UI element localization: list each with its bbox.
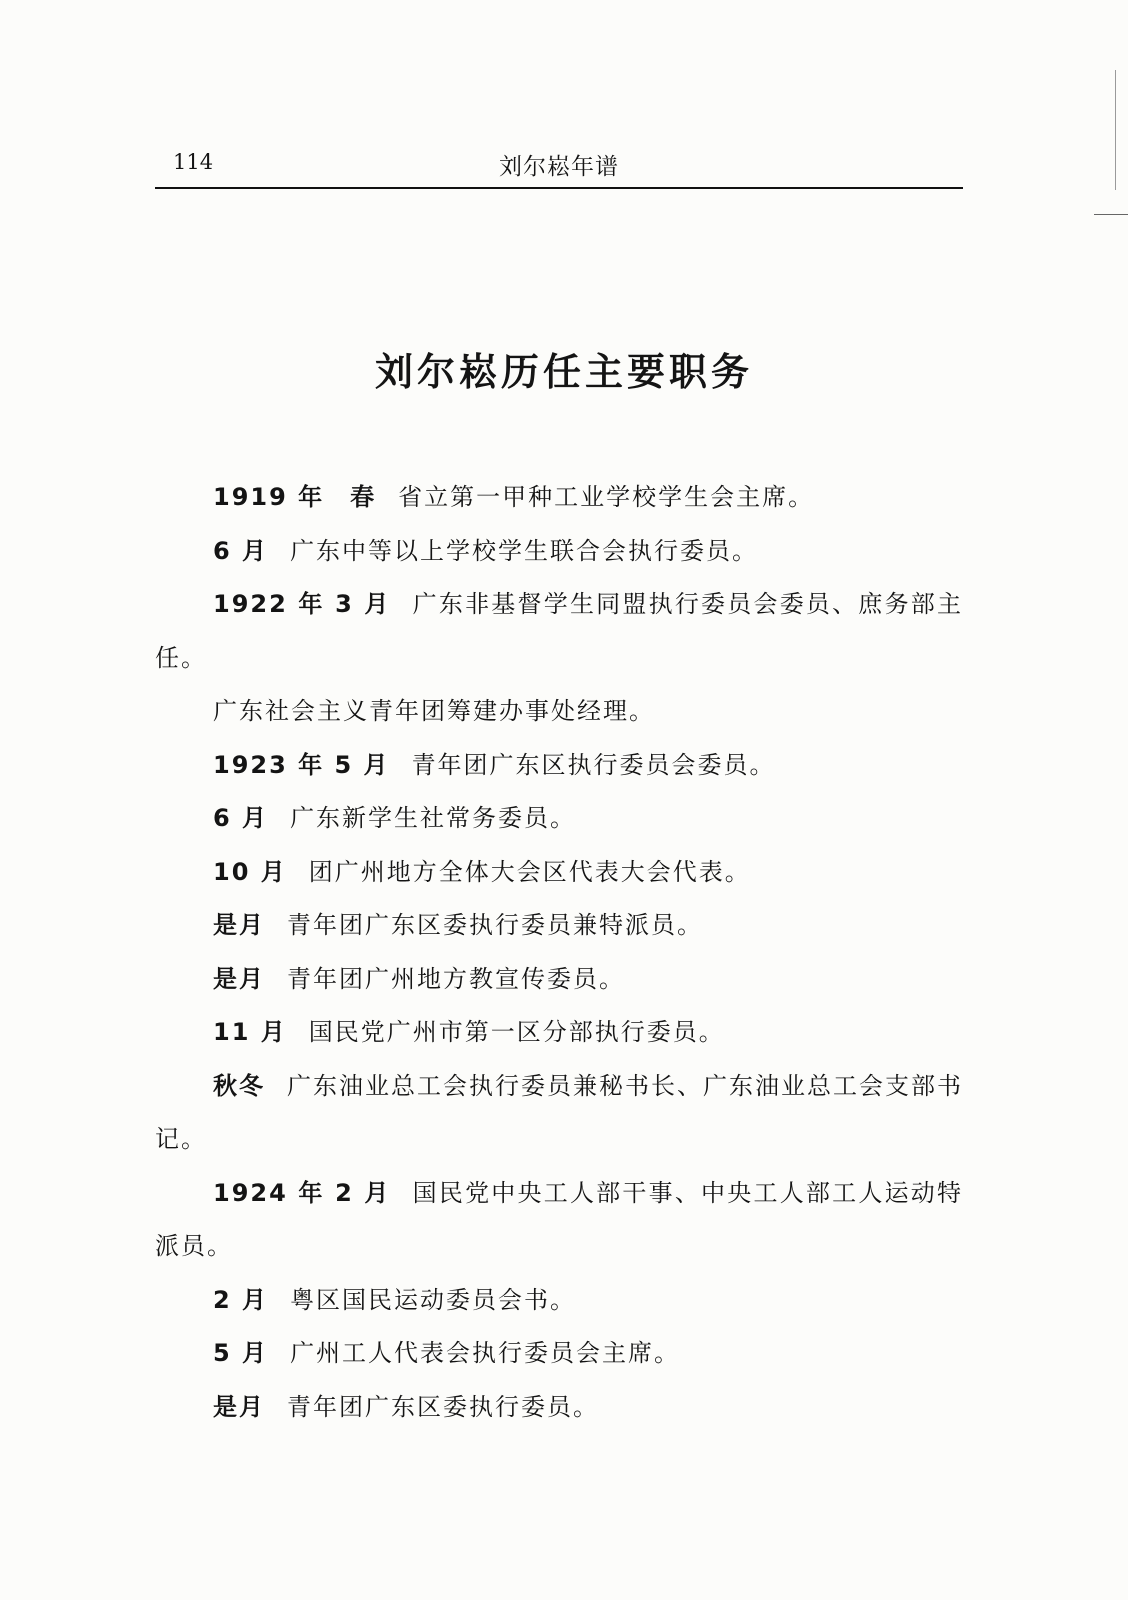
list-item [155, 1006, 963, 1060]
entry-text: 粤区国民运动委员会书。 [290, 1285, 577, 1314]
entry-date: 是月 [213, 964, 265, 993]
entry-text: 青年团广东区执行委员会委员。 [411, 750, 776, 779]
entry-text: 广东新学生社常务委员。 [290, 804, 577, 832]
entry-date: 1922 年 3 月 [213, 590, 391, 618]
position-list [155, 471, 963, 1434]
entry-text: 广东非基督学生同盟执行委员会委员、庶务部主任。 [155, 590, 964, 672]
entry-text: 广州工人代表会执行委员会主席。 [290, 1339, 681, 1367]
entry-text: 省立第一甲种工业学校学生会主席。 [398, 483, 815, 511]
entry-text: 青年团广东区委执行委员兼特派员。 [287, 911, 703, 939]
entry-date: 6 月 [213, 804, 269, 832]
entry-date: 1919 年 春 [213, 483, 377, 511]
list-item [155, 1381, 963, 1435]
scan-edge-line [1115, 70, 1116, 190]
page-header [155, 146, 963, 186]
entry-date: 1924 年 2 月 [213, 1178, 391, 1207]
entry-date: 是月 [213, 1392, 265, 1421]
list-item [155, 1060, 963, 1167]
list-item [155, 953, 963, 1007]
entry-text: 国民党中央工人部干事、中央工人部工人运动特派员。 [155, 1178, 964, 1260]
list-item [155, 899, 963, 953]
list-item [155, 1167, 963, 1274]
entry-text: 国民党广州市第一区分部执行委员。 [308, 1018, 725, 1046]
entry-date: 是月 [213, 911, 265, 939]
scan-edge-mark [1094, 214, 1128, 215]
list-item [155, 1327, 963, 1381]
running-title: 刘尔崧年谱 [499, 154, 619, 180]
entry-text: 团广州地方全体大会区代表大会代表。 [308, 857, 751, 886]
list-item [155, 471, 963, 525]
list-item [155, 739, 963, 793]
header-rule [155, 187, 963, 189]
entry-date: 6 月 [213, 536, 269, 565]
list-item [155, 792, 963, 846]
entry-date: 秋冬 [213, 1071, 265, 1100]
entry-text: 青年团广州地方教宣传委员。 [287, 964, 625, 993]
page-number: 114 [173, 150, 214, 174]
list-item [155, 846, 963, 900]
entry-text: 广东中等以上学校学生联合会执行委员。 [290, 536, 759, 565]
list-item [155, 685, 963, 739]
entry-text: 广东油业总工会执行委员兼秘书长、广东油业总工会支部书记。 [155, 1071, 963, 1153]
entry-date: 1923 年 5 月 [213, 750, 390, 779]
entry-date: 11 月 [213, 1018, 287, 1046]
list-item [155, 525, 963, 579]
entry-date: 2 月 [213, 1285, 269, 1314]
list-item [155, 578, 963, 685]
entry-text: 青年团广东区委执行委员。 [287, 1392, 599, 1421]
page-title: 刘尔崧历任主要职务 [374, 350, 753, 395]
entry-text: 广东社会主义青年团筹建办事处经理。 [213, 697, 655, 725]
entry-date: 5 月 [213, 1339, 269, 1367]
entry-date: 10 月 [213, 857, 287, 886]
list-item [155, 1274, 963, 1328]
